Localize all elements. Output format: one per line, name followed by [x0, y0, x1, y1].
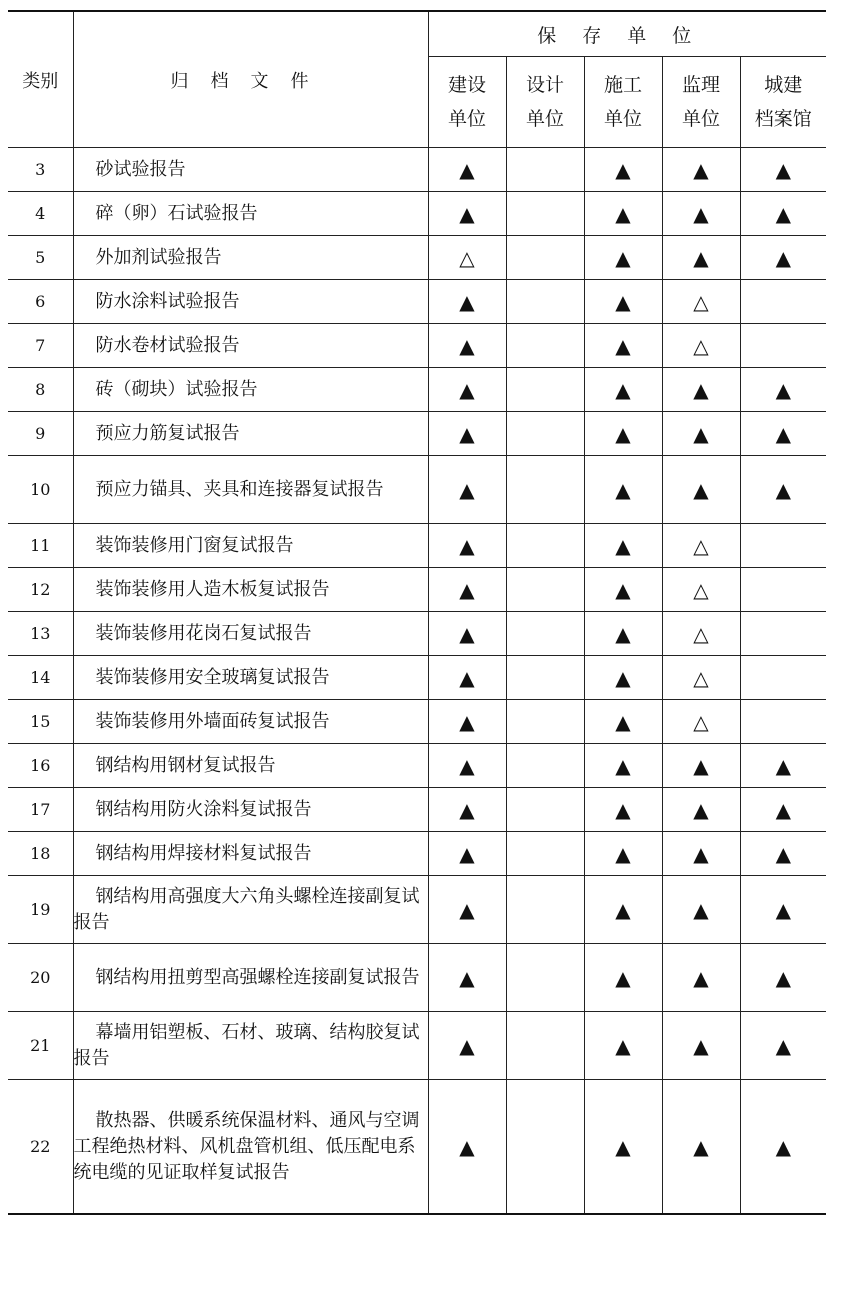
document-name-cell [73, 876, 428, 944]
category-number: 5 [8, 236, 73, 280]
retention-mark-design [506, 568, 584, 612]
retention-mark-supervision: △ [662, 568, 740, 612]
retention-mark-supervision: ▲ [662, 788, 740, 832]
retention-mark-builder: ▲ [584, 1080, 662, 1215]
category-number: 18 [8, 832, 73, 876]
retention-mark-city-archive [740, 568, 826, 612]
header-unit-supervision: 监理 单位 [662, 57, 740, 148]
retention-mark-construction: ▲ [428, 744, 506, 788]
category-number: 11 [8, 524, 73, 568]
retention-mark-builder: ▲ [584, 876, 662, 944]
retention-mark-supervision: △ [662, 700, 740, 744]
category-number: 17 [8, 788, 73, 832]
archive-retention-table [8, 10, 826, 1215]
retention-mark-builder: ▲ [584, 368, 662, 412]
category-number: 22 [8, 1080, 73, 1215]
retention-mark-city-archive: ▲ [740, 788, 826, 832]
document-name-cell [73, 944, 428, 1012]
document-name-cell [73, 456, 428, 524]
document-name-cell [73, 744, 428, 788]
retention-mark-supervision: △ [662, 280, 740, 324]
retention-mark-construction: ▲ [428, 876, 506, 944]
retention-mark-supervision: △ [662, 324, 740, 368]
retention-mark-design [506, 1012, 584, 1080]
retention-mark-construction: ▲ [428, 568, 506, 612]
document-name: 钢结构用高强度大六角头螺栓连接副复试报告 [73, 885, 420, 933]
retention-mark-supervision: ▲ [662, 368, 740, 412]
category-number: 8 [8, 368, 73, 412]
table-row [8, 280, 826, 324]
document-name: 装饰装修用花岗石复试报告 [95, 622, 312, 644]
category-number: 7 [8, 324, 73, 368]
retention-mark-city-archive: ▲ [740, 148, 826, 192]
document-name-cell [73, 192, 428, 236]
table-row [8, 412, 826, 456]
document-name-cell [73, 280, 428, 324]
document-name: 外加剂试验报告 [95, 246, 222, 268]
document-name: 防水涂料试验报告 [95, 290, 240, 312]
retention-mark-supervision: ▲ [662, 412, 740, 456]
retention-mark-construction: ▲ [428, 280, 506, 324]
retention-mark-supervision: △ [662, 524, 740, 568]
document-name: 装饰装修用安全玻璃复试报告 [95, 666, 330, 688]
document-name: 碎（卵）石试验报告 [95, 202, 258, 224]
retention-mark-construction: ▲ [428, 524, 506, 568]
retention-mark-builder: ▲ [584, 456, 662, 524]
retention-mark-builder: ▲ [584, 1012, 662, 1080]
header-document: 归档文件 [73, 11, 428, 148]
table-row [8, 788, 826, 832]
header-unit-city-archive: 城建 档案馆 [740, 57, 826, 148]
retention-mark-supervision: ▲ [662, 1080, 740, 1215]
retention-mark-design [506, 524, 584, 568]
table-row [8, 568, 826, 612]
retention-mark-design [506, 192, 584, 236]
retention-mark-city-archive [740, 700, 826, 744]
retention-mark-construction: ▲ [428, 1080, 506, 1215]
retention-mark-design [506, 280, 584, 324]
table-row [8, 524, 826, 568]
retention-mark-design [506, 656, 584, 700]
retention-mark-design [506, 700, 584, 744]
retention-mark-builder: ▲ [584, 280, 662, 324]
retention-mark-supervision: ▲ [662, 456, 740, 524]
document-name-cell [73, 524, 428, 568]
category-number: 21 [8, 1012, 73, 1080]
header-retention-unit-group: 保存单位 [428, 11, 826, 57]
document-name-cell [73, 236, 428, 280]
table-row [8, 456, 826, 524]
retention-mark-city-archive [740, 280, 826, 324]
retention-mark-city-archive [740, 612, 826, 656]
retention-mark-design [506, 236, 584, 280]
document-name: 装饰装修用人造木板复试报告 [95, 578, 330, 600]
retention-mark-supervision: ▲ [662, 148, 740, 192]
table-row [8, 236, 826, 280]
retention-mark-design [506, 324, 584, 368]
retention-mark-construction: ▲ [428, 368, 506, 412]
cropped-caption-fragment [0, 0, 843, 10]
retention-mark-city-archive [740, 656, 826, 700]
retention-mark-builder: ▲ [584, 700, 662, 744]
retention-mark-supervision: ▲ [662, 1012, 740, 1080]
retention-mark-builder: ▲ [584, 236, 662, 280]
retention-mark-design [506, 412, 584, 456]
document-name-cell [73, 1080, 428, 1215]
category-number: 19 [8, 876, 73, 944]
document-name-cell [73, 368, 428, 412]
retention-mark-construction: ▲ [428, 944, 506, 1012]
category-number: 9 [8, 412, 73, 456]
document-name-cell [73, 656, 428, 700]
retention-mark-design [506, 148, 584, 192]
retention-mark-city-archive: ▲ [740, 876, 826, 944]
retention-mark-supervision: ▲ [662, 876, 740, 944]
retention-mark-city-archive: ▲ [740, 456, 826, 524]
document-name: 钢结构用焊接材料复试报告 [95, 842, 312, 864]
retention-mark-construction: ▲ [428, 1012, 506, 1080]
retention-mark-city-archive [740, 324, 826, 368]
retention-mark-builder: ▲ [584, 744, 662, 788]
retention-mark-construction: ▲ [428, 456, 506, 524]
retention-mark-builder: ▲ [584, 788, 662, 832]
document-name: 预应力筋复试报告 [95, 422, 240, 444]
document-name: 装饰装修用门窗复试报告 [95, 534, 294, 556]
retention-mark-city-archive: ▲ [740, 944, 826, 1012]
retention-mark-builder: ▲ [584, 832, 662, 876]
retention-mark-construction: ▲ [428, 412, 506, 456]
document-name-cell [73, 832, 428, 876]
document-name-cell [73, 148, 428, 192]
table-row [8, 656, 826, 700]
document-name: 钢结构用钢材复试报告 [95, 754, 276, 776]
category-number: 4 [8, 192, 73, 236]
retention-mark-construction: ▲ [428, 788, 506, 832]
retention-mark-design [506, 788, 584, 832]
category-number: 3 [8, 148, 73, 192]
header-category: 类别 [8, 11, 73, 148]
retention-mark-design [506, 612, 584, 656]
table-row [8, 1080, 826, 1215]
document-name-cell [73, 412, 428, 456]
document-name: 砂试验报告 [95, 158, 186, 180]
retention-mark-design [506, 368, 584, 412]
retention-mark-builder: ▲ [584, 656, 662, 700]
table-row [8, 700, 826, 744]
retention-mark-design [506, 744, 584, 788]
table-body [8, 148, 826, 1215]
document-name: 砖（砌块）试验报告 [95, 378, 258, 400]
retention-mark-supervision: △ [662, 656, 740, 700]
retention-mark-construction: ▲ [428, 324, 506, 368]
retention-mark-city-archive: ▲ [740, 832, 826, 876]
header-unit-construction: 建设 单位 [428, 57, 506, 148]
category-number: 10 [8, 456, 73, 524]
retention-mark-city-archive: ▲ [740, 744, 826, 788]
retention-mark-construction: ▲ [428, 832, 506, 876]
retention-mark-design [506, 876, 584, 944]
retention-mark-builder: ▲ [584, 412, 662, 456]
retention-mark-supervision: ▲ [662, 236, 740, 280]
document-name-cell [73, 700, 428, 744]
retention-mark-city-archive: ▲ [740, 192, 826, 236]
document-name: 钢结构用扭剪型高强螺栓连接副复试报告 [95, 966, 420, 988]
document-name-cell [73, 568, 428, 612]
retention-mark-city-archive: ▲ [740, 412, 826, 456]
retention-mark-city-archive [740, 524, 826, 568]
category-number: 14 [8, 656, 73, 700]
category-number: 16 [8, 744, 73, 788]
retention-mark-city-archive: ▲ [740, 236, 826, 280]
header-unit-design: 设计 单位 [506, 57, 584, 148]
retention-mark-supervision: △ [662, 612, 740, 656]
retention-mark-supervision: ▲ [662, 832, 740, 876]
table-row [8, 368, 826, 412]
table-row [8, 148, 826, 192]
document-name: 钢结构用防火涂料复试报告 [95, 798, 312, 820]
category-number: 12 [8, 568, 73, 612]
retention-mark-builder: ▲ [584, 944, 662, 1012]
document-name: 幕墙用铝塑板、石材、玻璃、结构胶复试报告 [73, 1021, 420, 1069]
retention-mark-construction: ▲ [428, 656, 506, 700]
retention-mark-supervision: ▲ [662, 744, 740, 788]
retention-mark-design [506, 1080, 584, 1215]
retention-mark-design [506, 456, 584, 524]
retention-mark-builder: ▲ [584, 192, 662, 236]
retention-mark-construction: ▲ [428, 192, 506, 236]
retention-mark-builder: ▲ [584, 524, 662, 568]
table-row [8, 324, 826, 368]
retention-mark-city-archive: ▲ [740, 1012, 826, 1080]
document-name: 装饰装修用外墙面砖复试报告 [95, 710, 330, 732]
retention-mark-builder: ▲ [584, 324, 662, 368]
category-number: 15 [8, 700, 73, 744]
table-row [8, 944, 826, 1012]
table-row [8, 1012, 826, 1080]
retention-mark-construction: ▲ [428, 148, 506, 192]
table-row [8, 832, 826, 876]
retention-mark-construction: ▲ [428, 612, 506, 656]
retention-mark-city-archive: ▲ [740, 368, 826, 412]
table-row [8, 192, 826, 236]
document-name-cell [73, 324, 428, 368]
retention-mark-design [506, 832, 584, 876]
retention-mark-construction: ▲ [428, 700, 506, 744]
table-row [8, 876, 826, 944]
retention-mark-construction: △ [428, 236, 506, 280]
table-row [8, 612, 826, 656]
table-row [8, 744, 826, 788]
document-name-cell [73, 788, 428, 832]
retention-mark-builder: ▲ [584, 568, 662, 612]
category-number: 6 [8, 280, 73, 324]
retention-mark-supervision: ▲ [662, 192, 740, 236]
retention-mark-builder: ▲ [584, 612, 662, 656]
retention-mark-builder: ▲ [584, 148, 662, 192]
header-unit-builder: 施工 单位 [584, 57, 662, 148]
document-name: 散热器、供暖系统保温材料、通风与空调工程绝热材料、风机盘管机组、低压配电系统电缆的见证取样复试报告 [73, 1109, 420, 1183]
retention-mark-design [506, 944, 584, 1012]
retention-mark-supervision: ▲ [662, 944, 740, 1012]
document-name-cell [73, 612, 428, 656]
retention-mark-city-archive: ▲ [740, 1080, 826, 1215]
document-name: 预应力锚具、夹具和连接器复试报告 [95, 478, 384, 500]
document-name-cell [73, 1012, 428, 1080]
category-number: 20 [8, 944, 73, 1012]
category-number: 13 [8, 612, 73, 656]
document-name: 防水卷材试验报告 [95, 334, 240, 356]
